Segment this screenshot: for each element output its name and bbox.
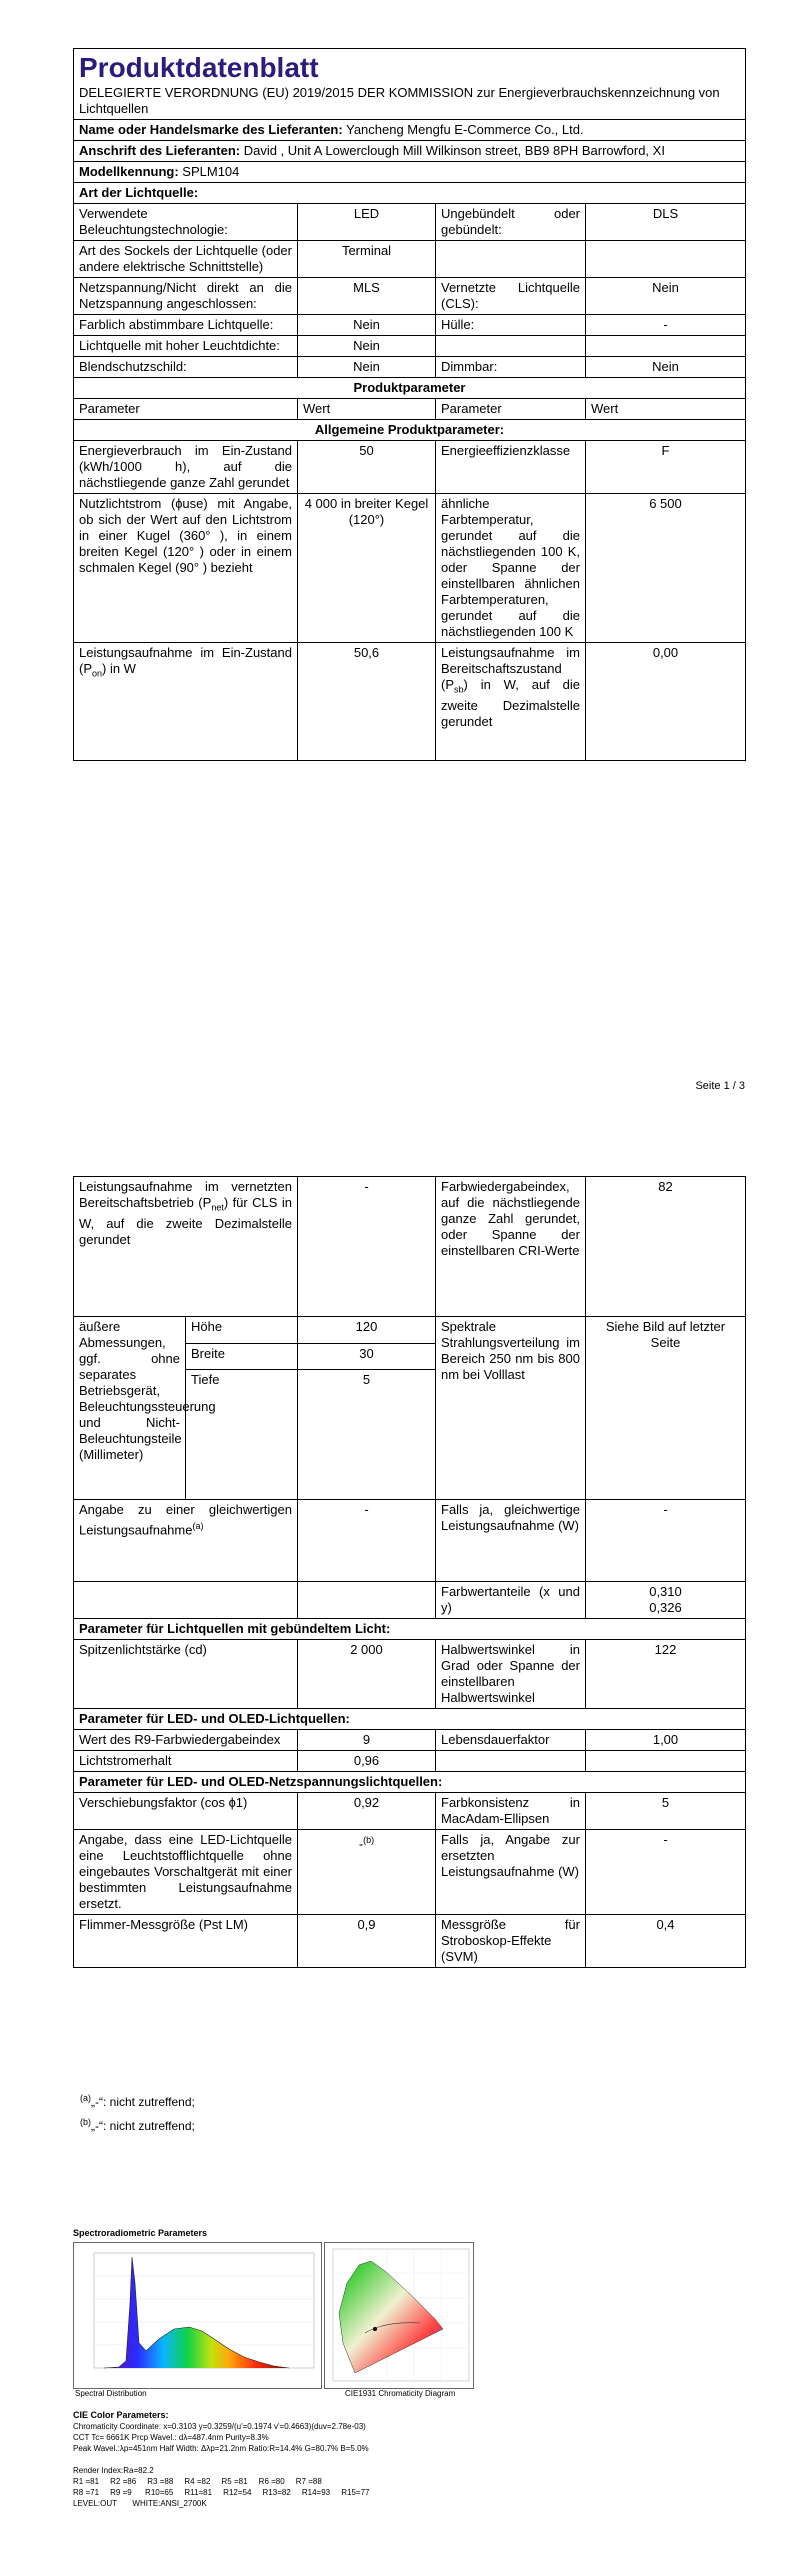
table-row — [74, 357, 746, 378]
row-value: 50 — [298, 441, 436, 494]
cri-label: Farbwiedergabeindex, auf die nächstliegende ganze Zahl gerundet, oder Spanne der einstellbaren CRI-Werte — [436, 1177, 586, 1317]
spectral-distribution-chart — [73, 2242, 322, 2389]
footnote-b: $^{(b)}$„-“: nicht zutreffend; — [80, 2117, 195, 2133]
chroma-value: 0,310 0,326 — [586, 1582, 746, 1619]
cie-svg — [325, 2243, 473, 2388]
column-header-value: Wert — [586, 399, 746, 420]
macadam-value: 5 — [586, 1793, 746, 1830]
row-value: Nein — [298, 336, 436, 357]
row-value: 4 000 in breiter Kegel (120°) — [298, 494, 436, 643]
net-value: - — [298, 1177, 436, 1317]
replace-label: Angabe, dass eine LED-Lichtquelle eine Leuchtstofflichtquelle ohne eingebautes Vorschaltgerät mit einer bestimmten Leistungsaufnahme ersetzt. — [74, 1830, 298, 1915]
page-title: Produktdatenblatt — [79, 52, 319, 83]
model-row — [74, 162, 746, 183]
mains-header: Parameter für LED- und OLED-Netzspannungslichtquellen: — [74, 1772, 746, 1793]
cie-caption: CIE1931 Chromaticity Diagram — [345, 2389, 456, 2398]
row-value: Nein — [298, 357, 436, 378]
cie-line — [73, 2454, 503, 2465]
row-value: LED — [298, 204, 436, 241]
column-header-value: Wert — [298, 399, 436, 420]
row-label: ähnliche Farbtemperatur, gerundet auf die nächstliegenden 100 K, oder Spanne der einstellbaren ähnlichen Farbtemperaturen, gerundet auf die nächstliegenden 100 K — [436, 494, 586, 643]
r9-label: Wert des R9-Farbwiedergabeindex — [74, 1730, 298, 1751]
dispf-value: 0,92 — [298, 1793, 436, 1830]
spectral-label: Spektrale Strahlungsverteilung im Bereich 250 nm bis 800 nm bei Volllast — [436, 1317, 586, 1500]
empty-cell — [74, 1582, 298, 1619]
row-value: Nein — [298, 315, 436, 336]
row-value: F — [586, 441, 746, 494]
flicker-value: 0,9 — [298, 1915, 436, 1968]
row-label: Energieeffizienzklasse — [436, 441, 586, 494]
cie-line: LEVEL:OUT WHITE:ANSI_2700K — [73, 2499, 207, 2508]
table-row — [74, 1793, 746, 1830]
table-row — [74, 441, 746, 494]
power-on-value: 50,6 — [298, 643, 436, 761]
model-label: Modellkennung: — [79, 164, 179, 179]
row-label: Blendschutzschild: — [74, 357, 298, 378]
spectral-value: Siehe Bild auf letzter Seite — [586, 1317, 746, 1500]
cie-line: Chromaticity Coordinate: x=0.3103 y=0.3259/(u'=0.1974 v'=0.4663)(duv=2.78e-03) — [73, 2422, 366, 2431]
cie-diagram — [324, 2242, 474, 2389]
row-label: Lichtquelle mit hoher Leuchtdichte: — [74, 336, 298, 357]
row-label — [436, 241, 586, 278]
row-label: Dimmbar: — [436, 357, 586, 378]
standby-label: Leistungsaufnahme im Bereitschaftszustand $(P_{sb})$ in W, auf die zweite Dezimalstelle gerundet — [436, 643, 586, 761]
equiv-label: Angabe zu einer gleichwertigen Leistungsaufnahme$^{(a)}$ — [74, 1500, 298, 1582]
row-value — [586, 336, 746, 357]
cie-line: Render Index:Ra=82.2 — [73, 2466, 154, 2475]
table-row — [74, 241, 746, 278]
peak-value: 2 000 — [298, 1640, 436, 1709]
cie-line: Peak Wavel.:λp=451nm Half Width: Δλp=21.2nm Ratio:R=14.4% G=80.7% B=5.0% — [73, 2444, 369, 2453]
row-label: Vernetzte Lichtquelle (CLS): — [436, 278, 586, 315]
footnote-a: $^{(a)}$„-“: nicht zutreffend; — [80, 2093, 195, 2109]
led-header: Parameter für LED- und OLED-Lichtquellen: — [74, 1709, 746, 1730]
row-label: Netzspannung/Nicht direkt an die Netzspannung angeschlossen: — [74, 278, 298, 315]
table-row — [74, 1582, 746, 1619]
spectro-heading: Spectroradiometric Parameters — [73, 2228, 208, 2238]
equiv2-value: - — [586, 1500, 746, 1582]
row-label: Art des Sockels der Lichtquelle (oder andere elektrische Schnittstelle) — [74, 241, 298, 278]
header-cell — [74, 49, 746, 120]
survival-label: Lebensdauerfaktor — [436, 1730, 586, 1751]
general-params-header: Allgemeine Produktparameter: — [74, 420, 746, 441]
row-value: 6 500 — [586, 494, 746, 643]
row-value — [586, 241, 746, 278]
cie-line: CCT Tc= 6661K Prcp Wavel.: dλ=487.4nm Purity=8.3% — [73, 2433, 269, 2442]
table-row — [74, 315, 746, 336]
column-header-parameter: Parameter — [436, 399, 586, 420]
table-row — [74, 204, 746, 241]
table-row — [74, 336, 746, 357]
light-source-type: Art der Lichtquelle: — [74, 183, 746, 204]
table-row — [74, 1317, 746, 1344]
equiv-value: - — [298, 1500, 436, 1582]
directional-header: Parameter für Lichtquellen mit gebündeltem Licht: — [74, 1619, 746, 1640]
row-value: - — [586, 315, 746, 336]
spectro-heading-block — [73, 2228, 493, 2241]
table-row — [74, 1751, 746, 1772]
dim-width-value: 30 — [298, 1343, 436, 1370]
table-row — [74, 1830, 746, 1915]
dim-depth-value: 5 — [298, 1370, 436, 1500]
supplier-label: Name oder Handelsmarke des Lieferanten: — [79, 122, 343, 137]
table-row — [74, 1640, 746, 1709]
supplier-value: Yancheng Mengfu E-Commerce Co., Ltd. — [346, 122, 584, 137]
beam-label: Halbwertswinkel in Grad oder Spanne der einstellbaren Halbwertswinkel — [436, 1640, 586, 1709]
equiv2-label: Falls ja, gleichwertige Leistungsaufnahme (W) — [436, 1500, 586, 1582]
strobo-value: 0,4 — [586, 1915, 746, 1968]
row-label: Hülle: — [436, 315, 586, 336]
replace-value: -$^{(b)}$ — [298, 1830, 436, 1915]
spectral-caption: Spectral Distribution — [75, 2389, 147, 2398]
row-label: Verwendete Beleuchtungstechnologie: — [74, 204, 298, 241]
spectral-svg — [74, 2243, 321, 2388]
macadam-label: Farbkonsistenz in MacAdam-Ellipsen — [436, 1793, 586, 1830]
row-label: Farblich abstimmbare Lichtquelle: — [74, 315, 298, 336]
empty-cell — [298, 1582, 436, 1619]
r9-value: 9 — [298, 1730, 436, 1751]
dim-depth-label: Tiefe — [186, 1370, 298, 1500]
replace2-value: - — [586, 1830, 746, 1915]
strobo-label: Messgröße für Stroboskop-Effekte (SVM) — [436, 1915, 586, 1968]
net-label: Leistungsaufnahme im vernetzten Bereitschaftsbetrieb $(P_{net})$ für CLS in W, auf die zweite Dezimalstelle gerundet — [74, 1177, 298, 1317]
cie-parameters — [73, 2410, 503, 2509]
table-row — [74, 1730, 746, 1751]
row-value: Nein — [586, 357, 746, 378]
cri-value: 82 — [586, 1177, 746, 1317]
datasheet-page-1 — [73, 48, 745, 761]
table-row — [74, 1177, 746, 1317]
page-number: Seite 1 / 3 — [695, 1080, 745, 1092]
cie-heading: CIE Color Parameters: — [73, 2410, 169, 2420]
row-label: Ungebündelt oder gebündelt: — [436, 204, 586, 241]
table-row — [74, 1500, 746, 1582]
table-row — [74, 1915, 746, 1968]
footnotes — [80, 2088, 195, 2136]
datasheet-page-2 — [73, 1176, 745, 1968]
lumen-maint-label: Lichtstromerhalt — [74, 1751, 298, 1772]
replace2-label: Falls ja, Angabe zur ersetzten Leistungsaufnahme (W) — [436, 1830, 586, 1915]
lumen-maint-value: 0,96 — [298, 1751, 436, 1772]
row-value: Terminal — [298, 241, 436, 278]
dim-height-value: 120 — [298, 1317, 436, 1344]
row-value: MLS — [298, 278, 436, 315]
survival-value: 1,00 — [586, 1730, 746, 1751]
address-row — [74, 141, 746, 162]
empty-cell — [586, 1751, 746, 1772]
standby-value: 0,00 — [586, 643, 746, 761]
cie-line: R8 =71 R9 =9 R10=65 R11=81 R12=54 R13=82 R14=93 R15=77 — [73, 2488, 370, 2497]
address-value: David , Unit A Lowerclough Mill Wilkinson street, BB9 8PH Barrowford, XI — [243, 143, 665, 158]
table-row — [74, 278, 746, 315]
dims-label: äußere Abmessungen, ggf. ohne separates Betriebsgerät, Beleuchtungssteuerung und Nicht-Beleuchtungsteile (Millimeter) — [74, 1317, 186, 1500]
row-label — [436, 336, 586, 357]
model-value: SPLM104 — [182, 164, 240, 179]
flicker-label: Flimmer-Messgröße (Pst LM) — [74, 1915, 298, 1968]
dim-height-label: Höhe — [186, 1317, 298, 1344]
row-label: Nutzlichtstrom (ɸuse) mit Angabe, ob sich der Wert auf den Lichtstrom in einer Kugel (360° ), in einem breiten Kegel (120° ) oder in einem schmalen Kegel (90° ) bezieht — [74, 494, 298, 643]
beam-value: 122 — [586, 1640, 746, 1709]
datasheet-table-2 — [73, 1176, 746, 1968]
peak-label: Spitzenlichtstärke (cd) — [74, 1640, 298, 1709]
dispf-label: Verschiebungsfaktor (cos ɸ1) — [74, 1793, 298, 1830]
power-on-label: Leistungsaufnahme im Ein-Zustand $(P_{on})$ in W — [74, 643, 298, 761]
column-header-parameter: Parameter — [74, 399, 298, 420]
empty-cell — [436, 1751, 586, 1772]
address-label: Anschrift des Lieferanten: — [79, 143, 241, 158]
row-value: Nein — [586, 278, 746, 315]
row-label: Energieverbrauch im Ein-Zustand (kWh/1000 h), auf die nächstliegende ganze Zahl gerundet — [74, 441, 298, 494]
cie-line: R1 =81 R2 =86 R3 =88 R4 =82 R5 =81 R6 =80 R7 =88 — [73, 2477, 322, 2486]
row-value: DLS — [586, 204, 746, 241]
product-params-header: Produktparameter — [74, 378, 746, 399]
datasheet-table-1 — [73, 48, 746, 761]
table-row — [74, 494, 746, 643]
supplier-row — [74, 120, 746, 141]
dim-width-label: Breite — [186, 1343, 298, 1370]
chroma-label: Farbwertanteile (x und y) — [436, 1582, 586, 1619]
table-row — [74, 643, 746, 761]
page-subtitle: DELEGIERTE VERORDNUNG (EU) 2019/2015 DER KOMMISSION zur Energieverbrauchskennzeichnung von Lichtquellen — [79, 85, 720, 116]
